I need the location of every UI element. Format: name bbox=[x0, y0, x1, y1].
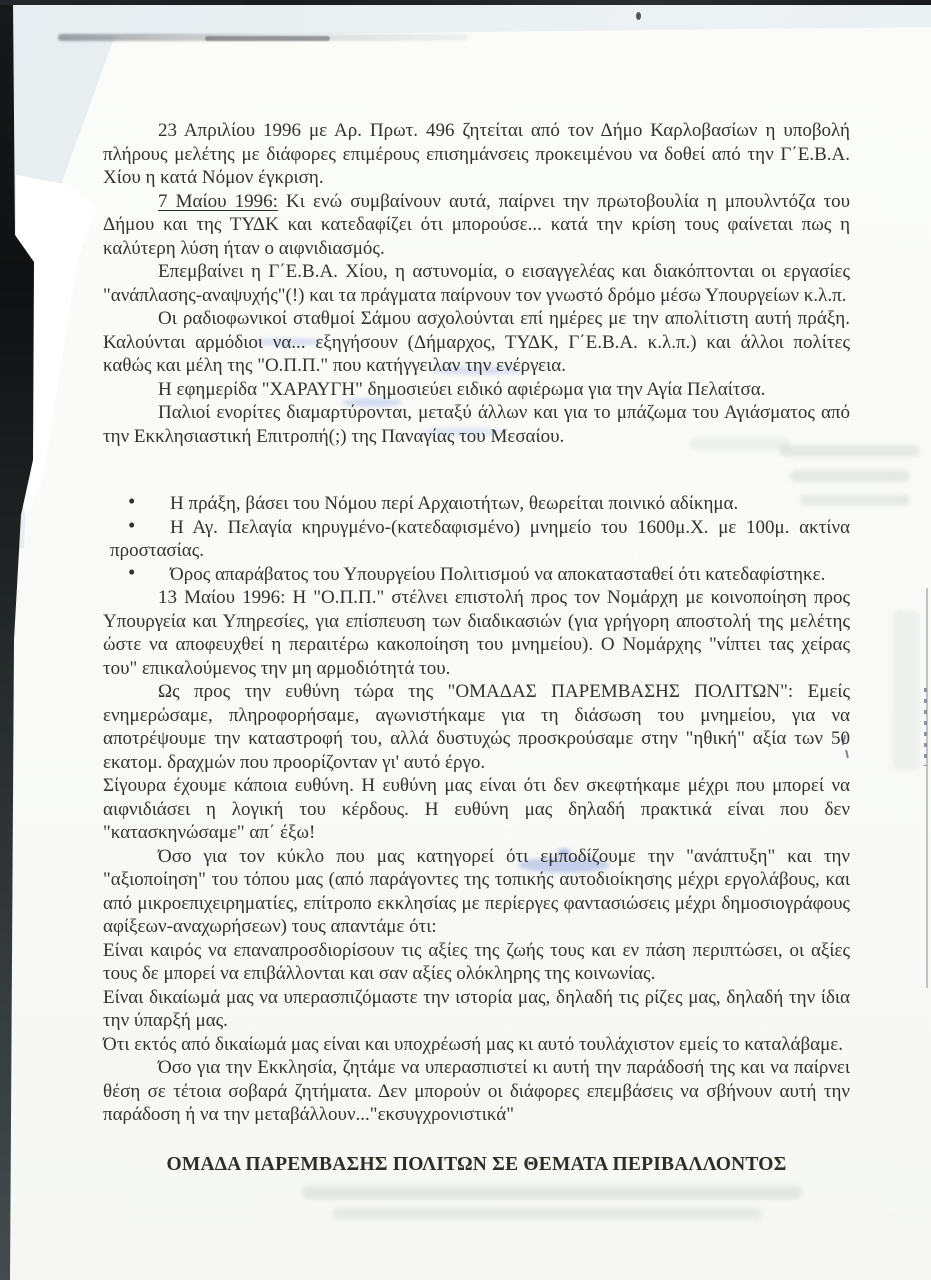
paragraph: Όσο για την Εκκλησία, ζητάμε να υπερασπιστεί κι αυτή την παράδοσή της και να παίρνει θέση σε τέτοια σοβαρά ζητήματα. Δεν μπορούν οι διάφορες επεμβάσεις να σβήνουν αυτή την παράδοση ή να την μεταβάλλουν..."εκσυγχρονιστικά" bbox=[103, 1057, 850, 1125]
paragraph: Είναι δικαίωμά μας να υπερασπιζόμαστε την ιστορία μας, δηλαδή τις ρίζες μας, δηλαδή την ίδια την ύπαρξή μας. bbox=[103, 986, 850, 1031]
scanner-top-edge bbox=[0, 0, 931, 5]
paragraph: Παλιοί ενορίτες διαμαρτύρονται, μεταξύ άλλων και για το μπάζωμα του Αγιάσματος από την Εκκλησιαστική Επιτροπή(;) της Παναγίας του Μεσαίου. bbox=[103, 402, 850, 447]
paragraph-text: Κι ενώ συμβαίνουν αυτά, παίρνει την πρωτοβουλία η μπουλντόζα του Δήμου και της ΤΥΔΚ και κατεδαφίζει ότι μπορούσε... κατά την κρίση τους φαίνεται πως η καλύτερη λύση ήταν ο αιφνιδιασμός. bbox=[103, 190, 850, 259]
paragraph: Όσο για τον κύκλο που μας κατηγορεί ότι εμποδίζουμε την "ανάπτυξη" και την "αξιοποίηση" του τόπου μας (από παράγοντες της τοπικής αυτοδιοίκησης μέχρι εργολάβους, και από μικροεπιχειρηματίες, επίτροπο εκκλησίας με περίεργες φαντασιώσεις μέχρι δημοσιογράφους αφίξεων-αναχωρήσεων) τους απαντάμε ότι: bbox=[103, 845, 850, 937]
bullet-icon: • bbox=[128, 489, 136, 513]
scan-smudge bbox=[205, 36, 330, 41]
bullet-icon: • bbox=[128, 559, 136, 584]
paragraph: 13 Μαίου 1996: Η "Ο.Π.Π." στέλνει επιστολή προς τον Νομάρχη με κοινοποίηση προς Υπουργεία και Υπηρεσίες, για επίσπευση των διαδικασιών (για γρήγορη αποστολή της μελέτης ώστε να αποφευχθεί η περαιτέρω κακοποίηση του μνημείου). Ο Νομάρχης "νίπτει τας χείρας του" επικαλούμενος την μη αρμοδιότητά του. bbox=[103, 587, 850, 679]
list-item bbox=[103, 489, 850, 516]
scan-speck bbox=[636, 12, 641, 20]
paragraph: Είναι καιρός να επαναπροσδιορίσουν τις αξίες της ζωής τους και εν πάση περιπτώσει, οι αξίες τους δε μπορεί να επιβάλλονται και σαν αξίες ολόκληρης της κοινωνίας. bbox=[103, 939, 850, 984]
bullet-text: Η Αγ. Πελαγία κηρυγμένο-(κατεδαφισμένο) μνημείο του 1600μ.Χ. με 100μ. ακτίνα προστασίας. bbox=[110, 516, 850, 561]
bullet-text: Όρος απαράβατος του Υπουργείου Πολιτισμού να αποκατασταθεί ότι κατεδαφίστηκε. bbox=[170, 563, 826, 585]
paragraph: 23 Απριλίου 1996 με Αρ. Πρωτ. 496 ζητείται από τον Δήμο Καρλοβασίων η υποβολή πλήρους μελέτης με διάφορες επιμέρους επισημάνσεις προκειμένου να δοθεί από την Γ΄Ε.Β.Α. Χίου η κατά Νόμον έγκριση. bbox=[103, 120, 850, 188]
bullet-icon: • bbox=[128, 512, 136, 537]
document-body bbox=[103, 119, 850, 1176]
paragraph: Επεμβαίνει η Γ΄Ε.Β.Α. Χίου, η αστυνομία, ο εισαγγελέας και διακόπτονται οι εργασίες "ανάπλασης-αναψυχής"(!) και τα πράγματα παίρνουν τον γνωστό δρόμο μέσω Υπουργείων κ.λ.π. bbox=[103, 261, 850, 306]
bleed-through-artifact bbox=[332, 1208, 762, 1220]
paragraph: Σίγουρα έχουμε κάποια ευθύνη. Η ευθύνη μας είναι ότι δεν σκεφτήκαμε μέχρι που μπορεί να αιφνιδιάσει η λογική του κέρδους. Η ευθύνη μας δηλαδή πρακτικά είναι που δεν "κατασκηνώσαμε" απ΄ έξω! bbox=[103, 775, 850, 843]
bullet-list bbox=[103, 489, 850, 586]
paragraph: Οι ραδιοφωνικοί σταθμοί Σάμου ασχολούνται επί ημέρες με την απολίτιστη αυτή πράξη. Καλούνται αρμόδιοι να... εξηγήσουν (Δήμαρχος, ΤΥΔΚ, Γ΄Ε.Β.Α. κ.λ.π.) και άλλοι πολίτες καθώς και μέλη της "Ο.Π.Π." που κατήγγειλαν την ενέργεια. bbox=[103, 308, 850, 376]
footer-title: ΟΜΑΔΑ ΠΑΡΕΜΒΑΣΗΣ ΠΟΛΙΤΩΝ ΣΕ ΘΕΜΑΤΑ ΠΕΡΙΒΑΛΛΟΝΤΟΣ bbox=[166, 1153, 787, 1175]
list-item bbox=[103, 512, 850, 563]
list-item bbox=[103, 559, 850, 587]
bleed-through-artifact bbox=[893, 610, 919, 770]
paragraph bbox=[103, 190, 850, 261]
bleed-through-artifact bbox=[302, 1186, 802, 1199]
bullet-text: Η πράξη, βάσει του Νόμου περί Αρχαιοτήτων, θεωρείται ποινικό αδίκημα. bbox=[170, 493, 739, 514]
paragraph: Η εφημερίδα "ΧΑΡΑΥΓΗ" δημοσιεύει ειδικό αφιέρωμα για την Αγία Πελαίτσα. bbox=[158, 378, 766, 400]
paragraph: Ότι εκτός από δικαίωμά μας είναι και υποχρέωσή μας κι αυτό τουλάχιστον εμείς το καταλάβαμε. bbox=[103, 1033, 844, 1055]
underlined-date: 7 Μαίου 1996: bbox=[158, 190, 278, 212]
paragraph: Ως προς την ευθύνη τώρα της "ΟΜΑΔΑΣ ΠΑΡΕΜΒΑΣΗΣ ΠΟΛΙΤΩΝ": Εμείς ενημερώσαμε, πληροφορήσαμε, αγωνιστήκαμε για τη διάσωση του μνημείου, για να αποτρέψουμε την καταστροφή του, αλλά δυστυχώς προσκρούσαμε στην "ηθική" αξία των 50 εκατομ. δραχμών που προορίζονταν γι' αυτό έργο. bbox=[103, 681, 850, 773]
page-edge-shadow bbox=[926, 588, 928, 988]
